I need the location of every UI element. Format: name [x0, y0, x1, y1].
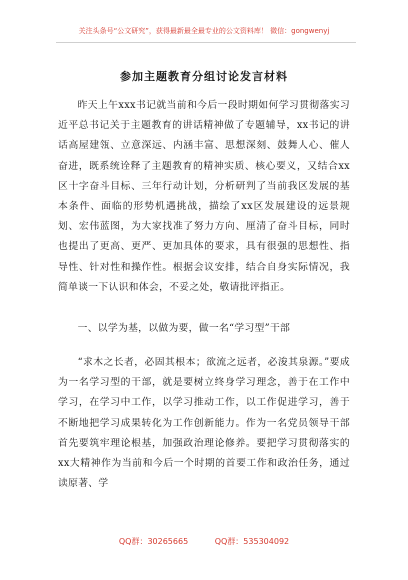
- document-title: 参加主题教育分组讨论发言材料: [120, 70, 288, 83]
- footer-qq-group-1: QQ群：30265665: [118, 537, 189, 546]
- paragraph-block-1: [58, 96, 350, 298]
- header-divider: [56, 42, 356, 43]
- section-1-heading: 一、以学为基，以做为要，做一名“学习型”干部: [77, 323, 291, 334]
- footer-qq-group-2: QQ群：535304092: [214, 537, 290, 546]
- header-banner: 关注头条号“公文研究”，获得最新最全最专业的公文资料库！ 微信：gongwenyj: [78, 27, 330, 35]
- footer-contacts: [0, 536, 408, 547]
- paragraph-2: “求木之长者，必固其根本；欲流之远者，必浚其泉源。”要成为一名学习型的干部，就是要树立终身学习理念，善于在工作中学习，在学习中工作，以学习推动工作，以工作促进学习，善于不断地把学习成果转化为工作创新能力。作为一名党员领导干部首先要筑牢理论根基，加强政治理论修养。要把学习贯彻落实的xx大精神作为当前和今后一个时期的首要工作和政治任务，通过读原著、学: [58, 357, 350, 490]
- paragraph-block-2: [58, 353, 350, 494]
- paragraph-1: 昨天上午xxx书记就当前和今后一段时期如何学习贯彻落实习近平总书记关于主题教育的讲话精神做了专题辅导，xx书记的讲话高屋建瓴、立意深远、内涵丰富、思想深刻、鼓舞人心、催人奋进，既系统诠释了主题教育的精神实质、核心要义，又结合xx区十字奋斗目标、三年行动计划，分析研判了当前我区发展的基本条件、面临的形势机遇挑战，描绘了xx区发展建设的远景规划、宏伟蓝图，为大家找准了努力方向、厘清了奋斗目标，同时也提出了更高、更严、更加具体的要求，具有很强的思想性、指导性、针对性和操作性。根据会议安排，结合自身实际情况，我简单谈一下认识和体会，不妥之处，敬请批评指正。: [58, 100, 350, 293]
